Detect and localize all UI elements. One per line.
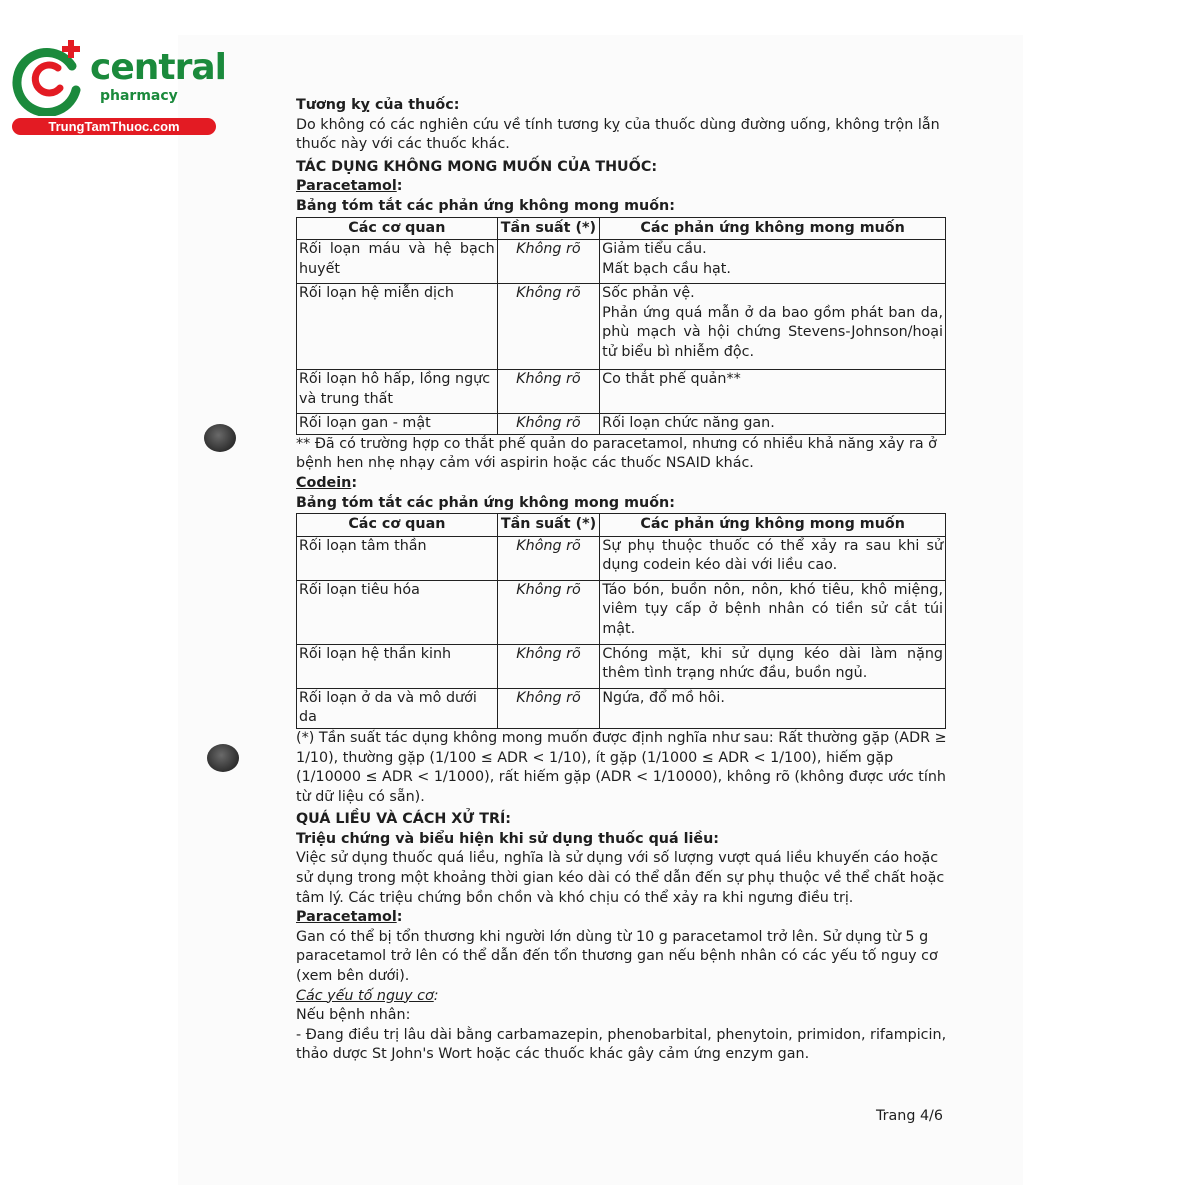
reaction-cell: Rối loạn chức năng gan. (600, 414, 946, 435)
table-row (297, 688, 946, 728)
header-reaction: Các phản ứng không mong muốn (600, 514, 946, 537)
reaction-cell: Táo bón, buồn nôn, nôn, khó tiêu, khô miệng, viêm tụy cấp ở bệnh nhân có tiền sử cắt túi mật. (600, 580, 946, 644)
reaction-cell: Giảm tiểu cầu. Mất bạch cầu hạt. (600, 240, 946, 284)
table-row (297, 644, 946, 688)
risk-factors-heading: Các yếu tố nguy cơ: (296, 987, 439, 1004)
header-reaction: Các phản ứng không mong muốn (600, 217, 946, 240)
reaction-cell: Sự phụ thuộc thuốc có thể xảy ra sau khi sử dụng codein kéo dài với liều cao. (600, 536, 946, 580)
document-content (296, 96, 951, 1065)
organ-cell: Rối loạn hệ thần kinh (297, 644, 498, 688)
header-organ: Các cơ quan (297, 514, 498, 537)
frequency-cell: Không rõ (497, 688, 600, 728)
frequency-cell: Không rõ (497, 370, 600, 414)
organ-cell: Rối loạn tâm thần (297, 536, 498, 580)
codein-subheading: Codein: (296, 474, 358, 491)
table-row (297, 580, 946, 644)
table-header-row (297, 514, 946, 537)
frequency-cell: Không rõ (497, 414, 600, 435)
paracetamol-adr-table (296, 217, 946, 435)
organ-cell: Rối loạn tiêu hóa (297, 580, 498, 644)
central-pharmacy-logo (10, 38, 226, 138)
table-row (297, 370, 946, 414)
reaction-cell: Co thắt phế quản** (600, 370, 946, 414)
organ-cell: Rối loạn hệ miễn dịch (297, 284, 498, 370)
frequency-cell: Không rõ (497, 240, 600, 284)
organ-cell: Rối loạn ở da và mô dưới da (297, 688, 498, 728)
footnote-bronchospasm: ** Đã có trường hợp co thắt phế quản do paracetamol, nhưng có nhiều khả năng xảy ra ở bệnh hen nhẹ nhạy cảm với aspirin hoặc các thuốc NSAID khác. (296, 435, 937, 472)
frequency-cell: Không rõ (497, 580, 600, 644)
symptoms-text: Việc sử dụng thuốc quá liều, nghĩa là sử dụng với số lượng vượt quá liều khuyến cáo hoặc sử dụng trong một khoảng thời gian kéo dài có thể dẫn đến sự phụ thuộc về thể chất hoặc tâm lý. Các triệu chứng bồn chồn và khó chịu có thể xảy ra khi ngưng điều trị. (296, 850, 945, 906)
table2-title: Bảng tóm tắt các phản ứng không mong muốn: (296, 494, 675, 511)
logo-sub: pharmacy (100, 88, 178, 104)
symptoms-heading: Triệu chứng và biểu hiện khi sử dụng thuốc quá liều: (296, 830, 719, 847)
compat-heading: Tương kỵ của thuốc: (296, 97, 460, 113)
table-row (297, 414, 946, 435)
paracetamol-subheading: Paracetamol: (296, 178, 403, 195)
table-row (297, 240, 946, 284)
table-row (297, 536, 946, 580)
table-header-row (297, 217, 946, 240)
overdose-heading: QUÁ LIỀU VÀ CÁCH XỬ TRÍ: (296, 811, 512, 828)
punch-hole-bottom (207, 744, 239, 772)
codein-adr-table (296, 513, 946, 729)
organ-cell: Rối loạn máu và hệ bạch huyết (297, 240, 498, 284)
table-row (297, 284, 946, 370)
adr-heading: TÁC DỤNG KHÔNG MONG MUỐN CỦA THUỐC: (296, 158, 658, 175)
organ-cell: Rối loạn hô hấp, lồng ngực và trung thất (297, 370, 498, 414)
reaction-cell: Ngứa, đổ mồ hôi. (600, 688, 946, 728)
page-number: Trang 4/6 (876, 1108, 943, 1124)
paracetamol-overdose-subheading: Paracetamol: (296, 909, 403, 926)
reaction-cell: Chóng mặt, khi sử dụng kéo dài làm nặng thêm tình trạng nhức đầu, buồn ngủ. (600, 644, 946, 688)
paracetamol-overdose-text: Gan có thể bị tổn thương khi người lớn dùng từ 10 g paracetamol trở lên. Sử dụng từ 5 g paracetamol trở lên có thể dẫn đến tổn thương gan nếu bệnh nhân có các yếu tố nguy cơ (xem bên dưới). (296, 928, 938, 985)
if-patient-text: Nếu bệnh nhân: (296, 1007, 411, 1024)
punch-hole-top (204, 424, 236, 452)
compat-text: Do không có các nghiên cứu về tính tương kỵ của thuốc dùng đường uống, không trộn lẫn thuốc này với các thuốc khác. (296, 116, 940, 153)
risk-item: - Đang điều trị lâu dài bằng carbamazepin, phenobarbital, phenytoin, primidon, rifampicin, thảo dược St John's Wort hoặc các thuốc khác gây cảm ứng enzym gan. (296, 1026, 947, 1063)
reaction-cell: Sốc phản vệ. Phản ứng quá mẫn ở da bao gồm phát ban da, phù mạch và hội chứng Stevens-Johnson/hoại tử biểu bì nhiễm độc. (600, 284, 946, 370)
organ-cell: Rối loạn gan - mật (297, 414, 498, 435)
header-organ: Các cơ quan (297, 217, 498, 240)
header-frequency: Tần suất (*) (497, 514, 600, 537)
frequency-cell: Không rõ (497, 284, 600, 370)
frequency-cell: Không rõ (497, 644, 600, 688)
header-frequency: Tần suất (*) (497, 217, 600, 240)
table1-title: Bảng tóm tắt các phản ứng không mong muốn: (296, 197, 675, 214)
logo-url-badge: TrungTamThuoc.com (12, 118, 216, 135)
logo-ring-icon (10, 38, 90, 116)
footnote-frequency: (*) Tần suất tác dụng không mong muốn được định nghĩa như sau: Rất thường gặp (ADR ≥ 1/10), thường gặp (1/100 ≤ ADR < 1/10), ít gặp (1/1000 ≤ ADR < 1/100), hiếm gặp (1/10000 ≤ ADR < 1/1000), rất hiếm gặp (ADR < 1/10000), không rõ (không được ước tính từ dữ liệu có sẵn). (296, 729, 947, 805)
logo-brand: central (90, 47, 226, 88)
frequency-cell: Không rõ (497, 536, 600, 580)
